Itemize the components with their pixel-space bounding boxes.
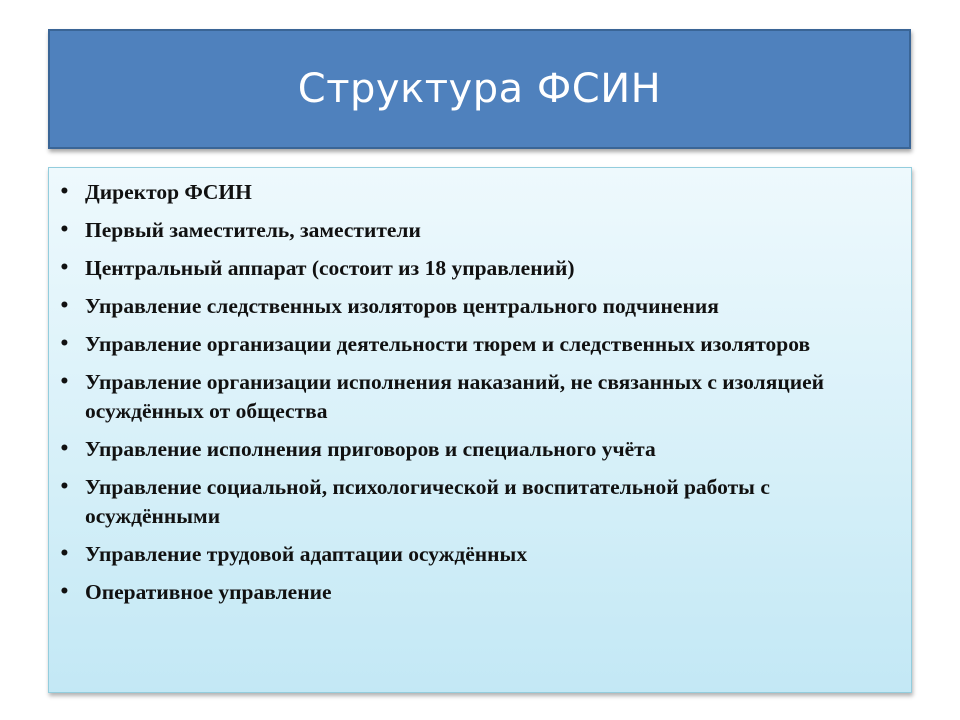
title-banner bbox=[48, 29, 911, 149]
list-item-text: Оперативное управление bbox=[85, 580, 332, 604]
list-item-text: Управление исполнения приговоров и специального учёта bbox=[85, 437, 656, 461]
list-item bbox=[59, 368, 895, 426]
list-item-text: Управление следственных изоляторов центрального подчинения bbox=[85, 294, 719, 318]
list-item bbox=[59, 254, 895, 283]
bullet-icon: • bbox=[59, 182, 70, 202]
bullet-icon: • bbox=[59, 582, 70, 602]
list-item-text: Директор ФСИН bbox=[85, 180, 252, 204]
content-panel bbox=[48, 167, 912, 693]
bullet-icon: • bbox=[59, 220, 70, 240]
list-item bbox=[59, 292, 895, 321]
bullet-icon: • bbox=[59, 477, 70, 497]
list-item bbox=[59, 540, 895, 569]
bullet-icon: • bbox=[59, 258, 70, 278]
bullet-icon: • bbox=[59, 296, 70, 316]
bullet-icon: • bbox=[59, 544, 70, 564]
list-item bbox=[59, 216, 895, 245]
bullet-icon: • bbox=[59, 439, 70, 459]
list-item-text: Управление организации деятельности тюрем и следственных изоляторов bbox=[85, 332, 811, 356]
list-item-text: Управление трудовой адаптации осуждённых bbox=[85, 542, 528, 566]
bullet-list bbox=[59, 178, 895, 607]
list-item bbox=[59, 473, 895, 531]
slide-title: Структура ФСИН bbox=[297, 66, 662, 112]
list-item-text: Управление организации исполнения наказаний, не связанных с изоляцией осуждённых от общества bbox=[85, 370, 825, 423]
bullet-icon: • bbox=[59, 372, 70, 392]
list-item-text: Управление социальной, психологической и воспитательной работы с осуждёнными bbox=[85, 475, 770, 528]
bullet-icon: • bbox=[59, 334, 70, 354]
list-item-text: Первый заместитель, заместители bbox=[85, 218, 421, 242]
list-item-text: Центральный аппарат (состоит из 18 управлений) bbox=[85, 256, 575, 280]
list-item bbox=[59, 330, 895, 359]
list-item bbox=[59, 435, 895, 464]
list-item bbox=[59, 178, 895, 207]
list-item bbox=[59, 578, 895, 607]
